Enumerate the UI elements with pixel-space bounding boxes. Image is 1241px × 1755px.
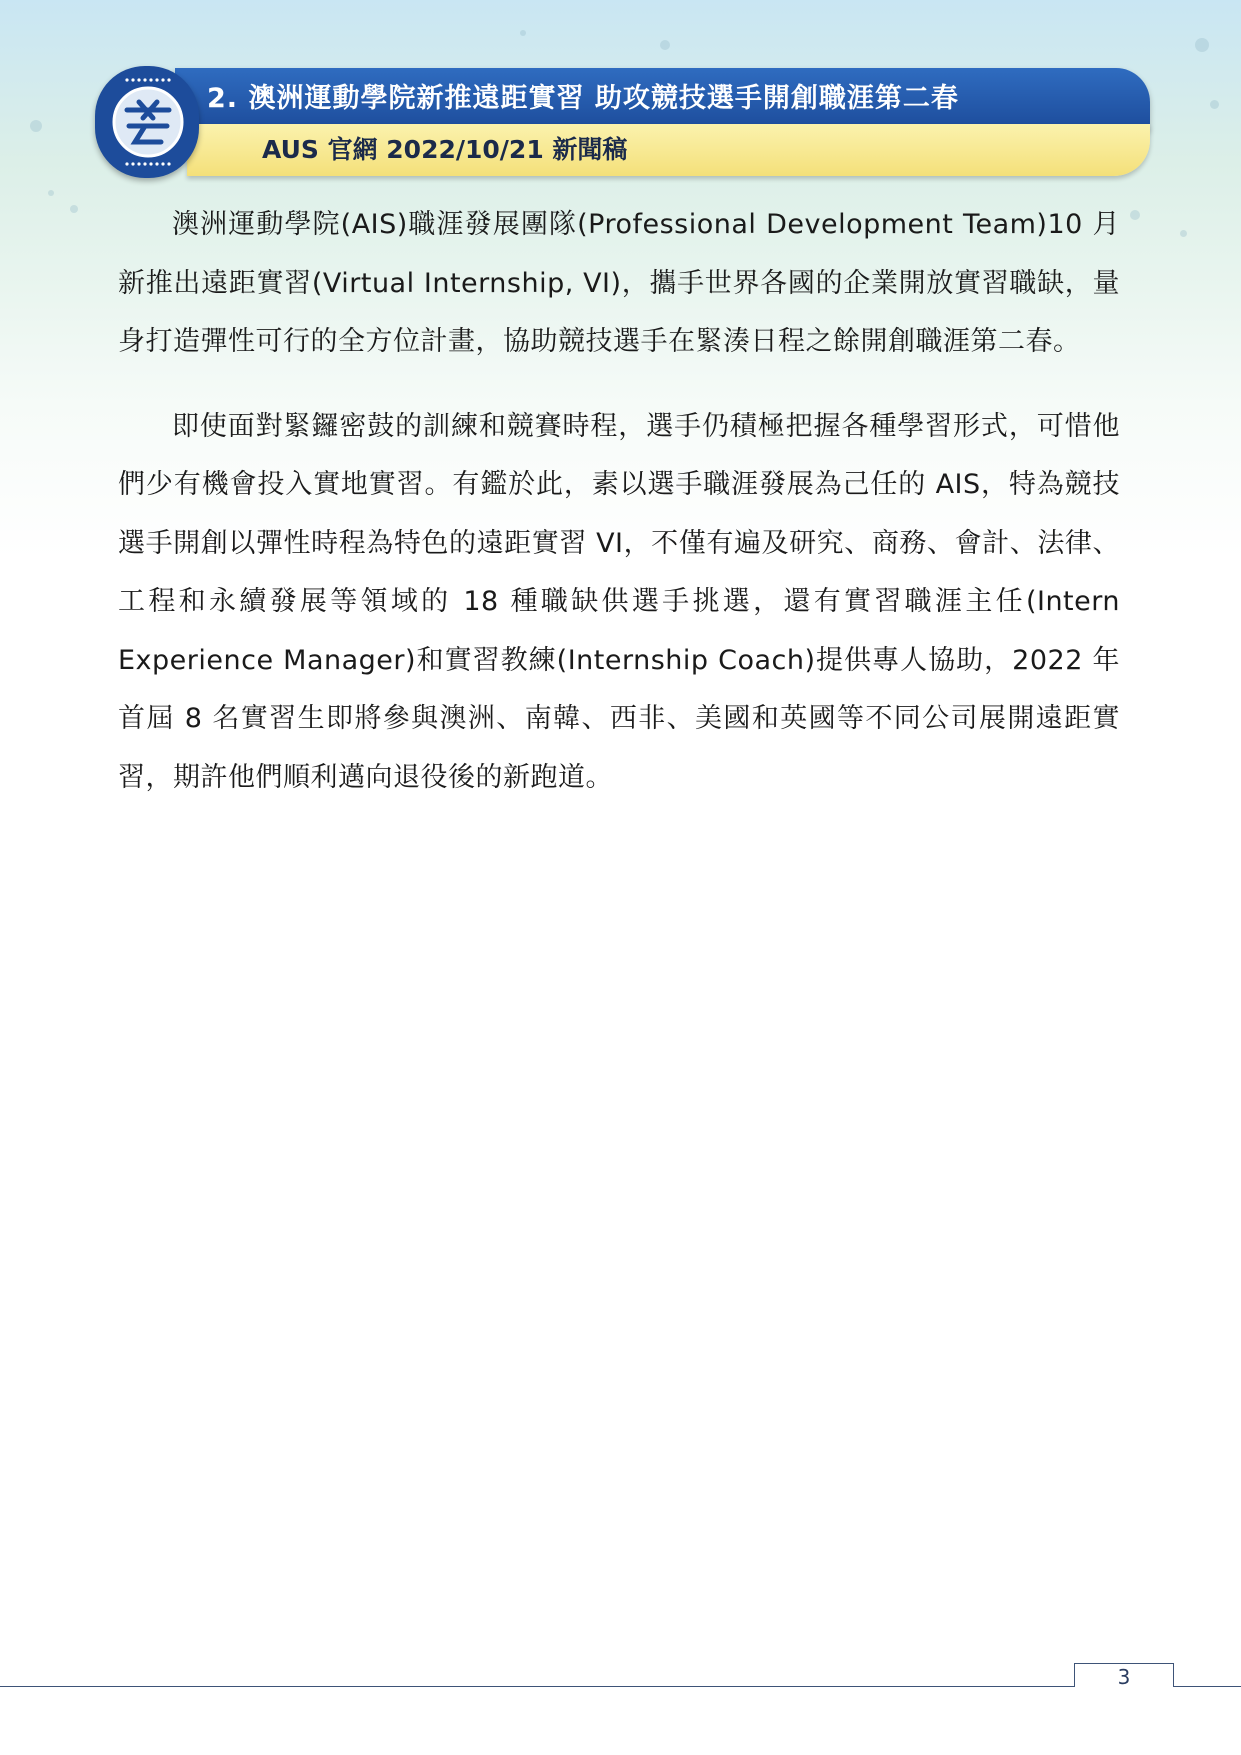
page-number: 3 <box>1117 1665 1131 1689</box>
decor-dot <box>48 190 54 196</box>
article-body <box>118 196 1120 807</box>
decor-dot <box>1210 100 1219 109</box>
section-title: 2. 澳洲運動學院新推遠距實習 助攻競技選手開創職涯第二春 <box>207 83 959 114</box>
decor-dot <box>1130 210 1140 220</box>
paragraph: 澳洲運動學院(AIS)職涯發展團隊(Professional Development Team)10 月新推出遠距實習(Virtual Internship, VI)，攜手世界各國的企業開放實習職缺，量身打造彈性可行的全方位計畫，協助競技選手在緊湊日程之餘開創職涯第二春。 <box>118 209 1120 357</box>
decor-dot <box>1180 230 1187 237</box>
decor-dot <box>30 120 42 132</box>
paragraph: 即使面對緊鑼密鼓的訓練和競賽時程，選手仍積極把握各種學習形式，可惜他們少有機會投入實地實習。有鑑於此，素以選手職涯發展為己任的 AIS，特為競技選手開創以彈性時程為特色的遠距實習 VI，不僅有遍及研究、商務、會計、法律、工程和永續發展等領域的 18 種職缺供選手挑選，還有實習職涯主任(Intern Experience Manager)和實習教練(Internship Coach)提供專人協助，2022 年首屆 8 名實習生即將參與澳洲、南韓、西非、美國和英國等不同公司展開遠距實習，期許他們順利邁向退役後的新跑道。 <box>118 410 1120 793</box>
footer-divider <box>0 1686 1241 1687</box>
decor-dot <box>660 40 670 50</box>
page-number-tab <box>1074 1663 1174 1687</box>
decor-dot <box>70 205 78 213</box>
sports-emblem-icon <box>95 66 199 178</box>
section-header-banner <box>95 68 1150 178</box>
section-subtitle: AUS 官網 2022/10/21 新聞稿 <box>262 135 628 164</box>
decor-dot <box>1195 38 1209 52</box>
decor-dot <box>520 30 526 36</box>
